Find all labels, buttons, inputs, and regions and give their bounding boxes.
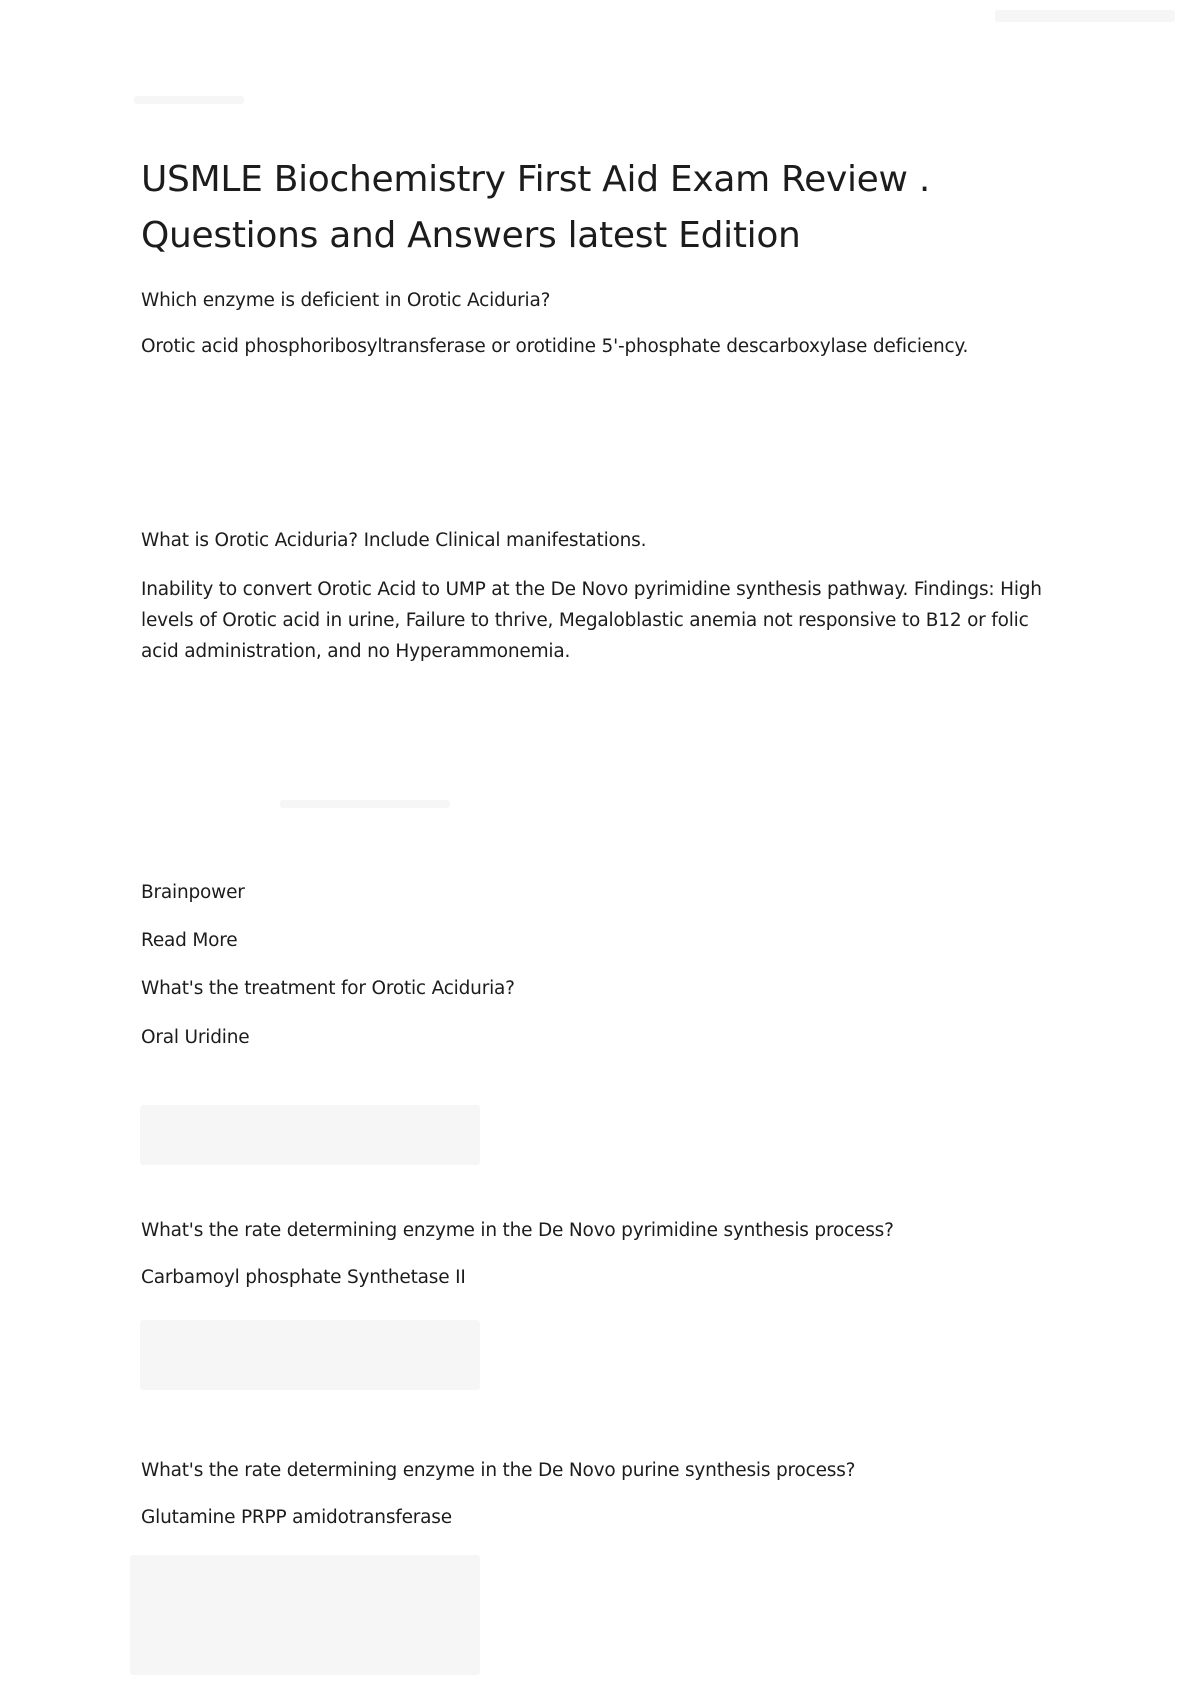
answer-1: Orotic acid phosphoribosyltransferase or orotidine 5'-phosphate descarboxylase deficiency. (141, 336, 969, 357)
answer-3: Oral Uridine (141, 1027, 250, 1048)
read-more-link[interactable]: Read More (141, 930, 238, 951)
question-1: Which enzyme is deficient in Orotic Aciduria? (141, 290, 551, 311)
document-title: USMLE Biochemistry First Aid Exam Review . Questions and Answers latest Edition (141, 159, 930, 256)
answer-4: Carbamoyl phosphate Synthetase II (141, 1267, 466, 1288)
answer-5: Glutamine PRPP amidotransferase (141, 1507, 452, 1528)
watermark-smudge (995, 10, 1175, 22)
label-brainpower: Brainpower (141, 882, 245, 903)
watermark-smudge (130, 1555, 480, 1675)
question-2: What is Orotic Aciduria? Include Clinical manifestations. (141, 530, 647, 551)
question-4: What's the rate determining enzyme in the De Novo pyrimidine synthesis process? (141, 1220, 894, 1241)
watermark-smudge (140, 1320, 480, 1390)
answer-2: Inability to convert Orotic Acid to UMP at the De Novo pyrimidine synthesis pathway. Findings: High levels of Orotic acid in urine, Failure to thrive, Megaloblastic anemia not responsive to B12 or folic acid administration, and no Hyperammonemia. (141, 579, 1042, 662)
watermark-smudge (140, 1105, 480, 1165)
question-5: What's the rate determining enzyme in the De Novo purine synthesis process? (141, 1460, 856, 1481)
question-3: What's the treatment for Orotic Aciduria? (141, 978, 515, 999)
watermark-smudge (280, 800, 450, 808)
watermark-smudge (134, 96, 244, 104)
